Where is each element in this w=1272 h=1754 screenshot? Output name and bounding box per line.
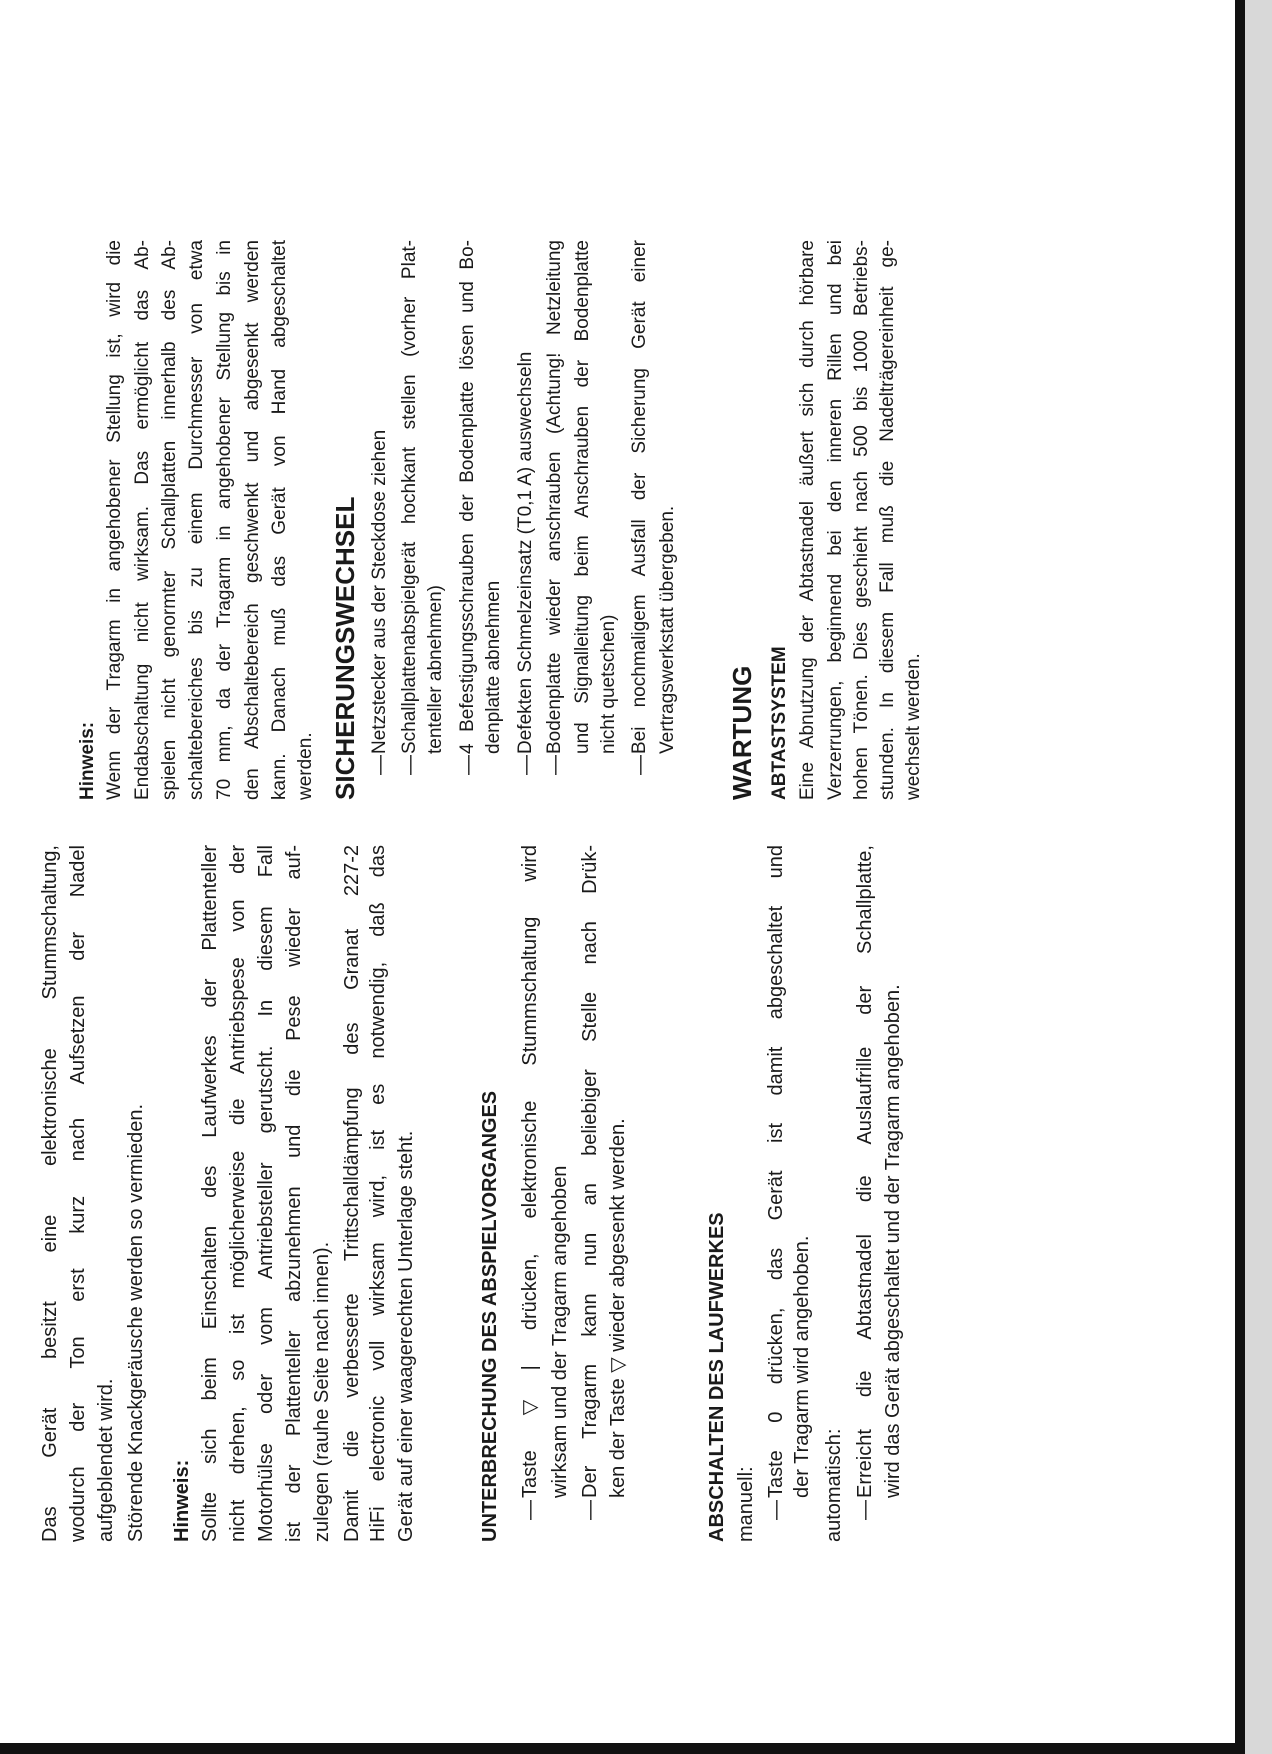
text-line: manuell: — [735, 1466, 757, 1542]
text-line: und Signalleitung beim Anschrauben der Bodenplatte — [572, 240, 593, 754]
bullet-dash-icon: — — [457, 755, 479, 775]
text-line: ist der Plattenteller abzunehmen und die Pese wieder auf- — [283, 845, 305, 1542]
text-line: Schallplattenabspielgerät hochkant stellen (vorher Plat- — [399, 240, 420, 754]
text-line: denplatte abnehmen — [483, 580, 504, 754]
text-line: Eine Abnutzung der Abtastnadel äußert sich durch hörbare — [797, 240, 818, 800]
text-line: Erreicht die Abtastnadel die Auslaufrille der Schallplatte, — [854, 845, 876, 1498]
text-line: Taste ▽| drücken, elektronische Stummschaltung wird — [519, 845, 541, 1498]
text-line: den Abschaltebereich geschwenkt und abgesenkt werden — [242, 240, 263, 800]
text-line: Das Gerät besitzt eine elektronische Stummschaltung, — [39, 845, 61, 1542]
text-line: ABTASTSYSTEM — [769, 646, 790, 800]
text-line: nicht quetschen) — [598, 614, 619, 754]
text-line: Gerät auf einer waagerechten Unterlage steht. — [395, 1130, 417, 1542]
text-line: stunden. In diesem Fall muß die Nadelträgereinheit ge- — [877, 240, 898, 800]
text-line: Sollte sich beim Einschalten des Laufwerkes der Plattenteller — [199, 845, 221, 1542]
bullet-dash-icon: — — [629, 755, 651, 775]
text-line: wodurch der Ton erst kurz nach Aufsetzen der Nadel — [67, 845, 89, 1542]
text-line: hohen Tönen. Dies geschieht nach 500 bis 1000 Betriebs- — [851, 240, 872, 800]
text-line: 70 mm, da der Tragarm in angehobener Stellung bis in — [214, 240, 235, 800]
bullet-dash-icon: — — [399, 755, 421, 775]
text-line: Hinweis: — [77, 721, 98, 800]
text-line: schaltebereiches bis zu einem Durchmesser von etwa — [186, 240, 207, 800]
text-line: kann. Danach muß das Gerät von Hand abgeschaltet — [269, 240, 290, 800]
text-line: Der Tragarm kann nun an beliebiger Stelle nach Drük- — [579, 845, 601, 1498]
bullet-dash-icon: — — [544, 755, 566, 775]
text-line: Taste 0 drücken, das Gerät ist damit abgeschaltet und — [765, 845, 787, 1498]
text-line: werden. — [295, 732, 316, 800]
text-line: Endabschaltung nicht wirksam. Das ermöglicht das Ab- — [132, 240, 153, 800]
text-line: 4 Befestigungsschrauben der Bodenplatte lösen und Bo- — [457, 240, 478, 754]
text-line: Verzerrungen, beginnend bei den inneren Rillen und bei — [825, 240, 846, 800]
text-line: Vertragswerkstatt übergeben. — [657, 505, 678, 754]
text-line: UNTERBRECHUNG DES ABSPIELVORGANGES — [479, 1090, 501, 1542]
text-line: Störende Knackgeräusche werden so vermieden. — [125, 1103, 147, 1542]
text-line: zulegen (rauhe Seite nach innen). — [311, 1241, 333, 1542]
bullet-dash-icon: — — [854, 1500, 876, 1520]
text-line: Bodenplatte wieder anschrauben (Achtung! Netzleitung — [544, 240, 565, 754]
bullet-dash-icon: — — [369, 755, 391, 775]
text-line: SICHERUNGSWECHSEL — [330, 496, 360, 800]
bullet-dash-icon: — — [579, 1500, 601, 1520]
text-line: wechselt werden. — [903, 653, 924, 800]
text-line: Hinweis: — [171, 1459, 193, 1542]
text-line: HiFi electronic voll wirksam wird, ist es notwendig, daß das — [367, 845, 389, 1542]
text-line: aufgeblendet wird. — [95, 1378, 117, 1542]
text-line: ABSCHALTEN DES LAUFWERKES — [706, 1212, 728, 1542]
text-line: der Tragarm wird angehoben. — [791, 1235, 813, 1498]
text-line: ken der Taste ▽ wieder abgesenkt werden. — [607, 1118, 629, 1498]
text-line: Bei nochmaligem Ausfall der Sicherung Gerät einer — [629, 240, 650, 754]
bullet-dash-icon: — — [515, 755, 537, 775]
text-line: Wenn der Tragarm in angehobener Stellung ist, wird die — [104, 240, 125, 800]
text-line: nicht drehen, so ist möglicherweise die Antriebspese von der — [227, 845, 249, 1542]
text-line: wird das Gerät abgeschaltet und der Tragarm angehoben. — [882, 984, 904, 1498]
bullet-dash-icon: — — [765, 1500, 787, 1520]
text-line: Damit die verbesserte Trittschalldämpfung des Granat 227-2 — [341, 845, 363, 1542]
text-line: tenteller abnehmen) — [425, 585, 446, 754]
text-line: WARTUNG — [727, 665, 757, 800]
text-line: automatisch: — [823, 1428, 845, 1542]
text-line: Motorhülse oder vom Antriebsteller gerutscht. In diesem Fall — [255, 845, 277, 1542]
text-line: spielen nicht genormter Schallplatten innerhalb des Ab- — [159, 240, 180, 800]
text-line: Netzstecker aus der Steckdose ziehen — [369, 429, 390, 754]
text-line: wirksam und der Tragarm angehoben — [549, 1165, 571, 1498]
bullet-dash-icon: — — [519, 1500, 541, 1520]
text-line: Defekten Schmelzeinsatz (T0,1 A) auswechseln — [515, 351, 536, 754]
